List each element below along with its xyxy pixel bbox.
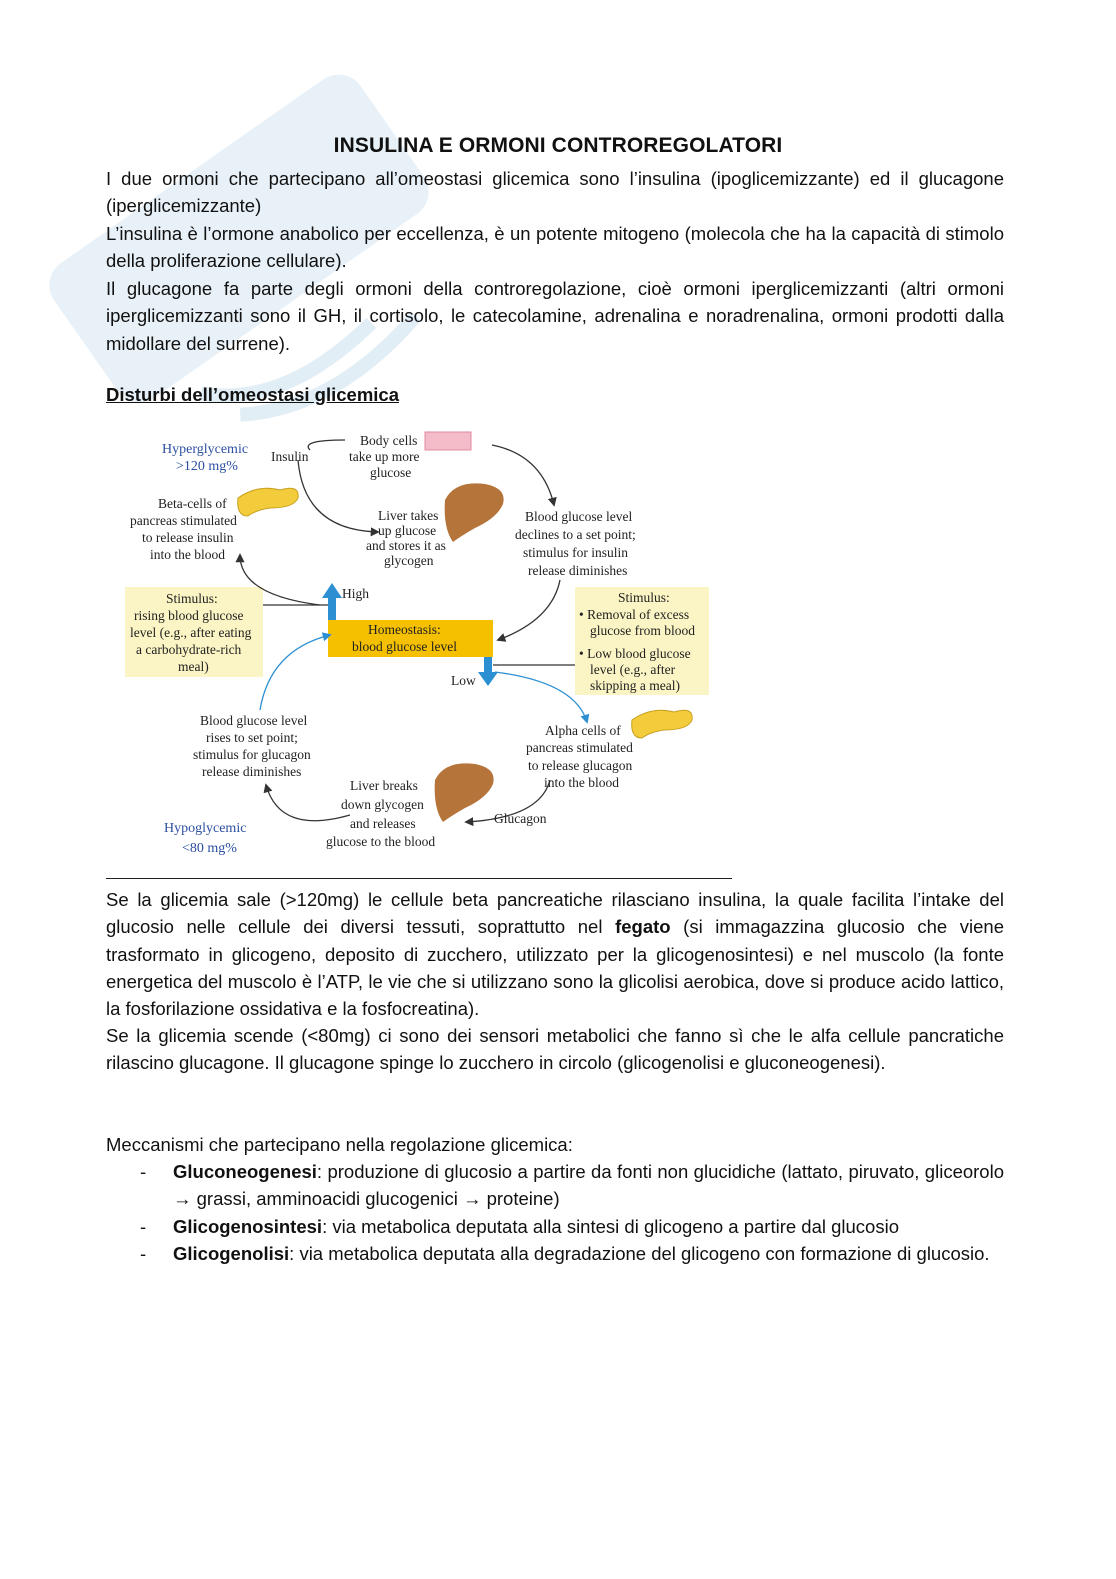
stimulus-high-label: meal) (178, 659, 209, 674)
page-title: INSULINA E ORMONI CONTROREGOLATORI (333, 134, 783, 157)
list-item: - Glicogenolisi: via metabolica deputata alla degradazione del glicogeno con formazione di glucosio. (140, 1242, 990, 1264)
liver-breaks-label: Liver breaks (350, 778, 418, 793)
liver-takes-label: glycogen (384, 553, 434, 568)
stimulus-low-label: level (e.g., after (590, 662, 676, 677)
liver-breaks-label: glucose to the blood (326, 834, 436, 849)
mechanisms-list (106, 1158, 1004, 1267)
declines-label: stimulus for insulin (523, 545, 629, 560)
pancreas-bottom-icon (632, 710, 692, 738)
homeostasis-label: blood glucose level (352, 639, 457, 654)
stimulus-low-label: • Low blood glucose (579, 646, 691, 661)
stimulus-high-label: Stimulus: (166, 591, 218, 606)
rises-label: rises to set point; (206, 730, 298, 745)
body-cells-label: take up more (349, 449, 420, 464)
high-arrow-icon (322, 583, 342, 598)
liver-bottom-icon (435, 763, 494, 822)
beta-cells-label: to release insulin (142, 530, 234, 545)
beta-cells-label: Beta-cells of (158, 496, 227, 511)
high-label: High (342, 586, 369, 601)
alpha-cells-label: to release glucagon (528, 758, 633, 773)
intro-paragraph-3: Il glucagone fa parte degli ormoni della controregolazione, cioè ormoni iperglicemizzanti (altri ormoni iperglicemizzanti sono il GH, il cortisolo, le catecolamine, adrenalina e noradrenalina, ormoni prodotti dalla midollare del surrene). (106, 278, 1004, 354)
rises-label: release diminishes (202, 764, 302, 779)
hyperglycemic-value: >120 mg% (176, 459, 238, 474)
liver-takes-label: Liver takes (378, 508, 439, 523)
pancreas-top-icon (238, 488, 298, 516)
glucagon-label: Glucagon (494, 811, 547, 826)
stimulus-high-label: level (e.g., after eating (130, 625, 252, 640)
intro-paragraph-1: I due ormoni che partecipano all’omeostasi glicemica sono l’insulina (ipoglicemizzante) ed il glucagone (iperglicemizzante) (106, 168, 1004, 217)
stimulus-high-label: a carbohydrate-rich (136, 642, 242, 657)
hypoglycemic-label: Hypoglycemic (164, 821, 247, 836)
hyperglycemic-label: Hyperglycemic (162, 442, 249, 457)
liver-breaks-label: and releases (350, 816, 416, 831)
body-cells-icon (425, 432, 471, 450)
low-label: Low (451, 673, 476, 688)
insulin-label: Insulin (271, 449, 309, 464)
stimulus-low-label: glucose from blood (590, 623, 695, 638)
body-cells-label: glucose (370, 465, 412, 480)
homeostasis-label: Homeostasis: (368, 622, 441, 637)
body-paragraph-3: Meccanismi che partecipano nella regolazione glicemica: (106, 1134, 573, 1155)
stimulus-high-label: rising blood glucose (134, 608, 244, 623)
liver-breaks-label: down glycogen (341, 797, 424, 812)
liver-takes-label: up glucose (378, 523, 437, 538)
liver-top-icon (445, 483, 504, 542)
intro-paragraph-2: L’insulina è l’ormone anabolico per eccellenza, è un potente mitogeno (molecola che ha la capacità di stimolo della proliferazione cellulare). (106, 223, 1004, 272)
separator-line (106, 878, 732, 879)
rises-label: Blood glucose level (200, 713, 308, 728)
section-heading: Disturbi dell’omeostasi glicemica (106, 384, 400, 405)
stimulus-low-label: skipping a meal) (590, 678, 680, 693)
fegato-bold: fegato (615, 916, 671, 938)
declines-label: declines to a set point; (515, 527, 636, 542)
body-cells-label: Body cells (360, 433, 418, 448)
stimulus-low-label: Stimulus: (618, 590, 670, 605)
body-paragraph-2: Se la glicemia scende (<80mg) ci sono dei sensori metabolici che fanno sì che le alfa cellule pancratiche rilascino glucagone. Il glucagone spinge lo zucchero in circolo (glicogenolisi e gluconeogenesi). (106, 1025, 1004, 1074)
glucose-homeostasis-diagram (120, 420, 720, 860)
beta-cells-label: pancreas stimulated (130, 513, 237, 528)
stimulus-low-label: • Removal of excess (579, 607, 690, 622)
rises-label: stimulus for glucagon (193, 747, 311, 762)
declines-label: release diminishes (528, 563, 628, 578)
declines-label: Blood glucose level (525, 509, 633, 524)
liver-takes-label: and stores it as (366, 538, 446, 553)
beta-cells-label: into the blood (150, 547, 225, 562)
alpha-cells-label: pancreas stimulated (526, 740, 633, 755)
low-arrow-icon (478, 672, 498, 686)
hypoglycemic-value: <80 mg% (182, 841, 237, 856)
list-item: - Glicogenosintesi: via metabolica deputata alla sintesi di glicogeno a partire dal glucosio (140, 1215, 899, 1237)
alpha-cells-label: Alpha cells of (545, 723, 621, 738)
list-item: - Gluconeogenesi: produzione di glucosio a partire da fonti non glucidiche (lattato, piruvato, gliceorolo → grassi, amminoacidi glucogenici → proteine) (140, 1161, 1004, 1210)
alpha-cells-label: into the blood (544, 775, 619, 790)
body-paragraph-1: Se la glicemia sale (>120mg) le cellule beta pancreatiche rilasciano insulina, la quale facilita l’intake del glucosio nelle cellule dei diversi tessuti, soprattutto nel fegato (si immagazzina glucosio che viene trasformato in glicogeno, deposito di zucchero, utilizzato per la glicogenosintesi) e nel muscolo (la fonte energetica del muscolo è l’ATP, le vie che si utilizzano sono la glicolisi aerobica, dove si produce acido lattico, la fosforilazione ossidativa e la fosfocreatina). (106, 889, 1004, 1020)
